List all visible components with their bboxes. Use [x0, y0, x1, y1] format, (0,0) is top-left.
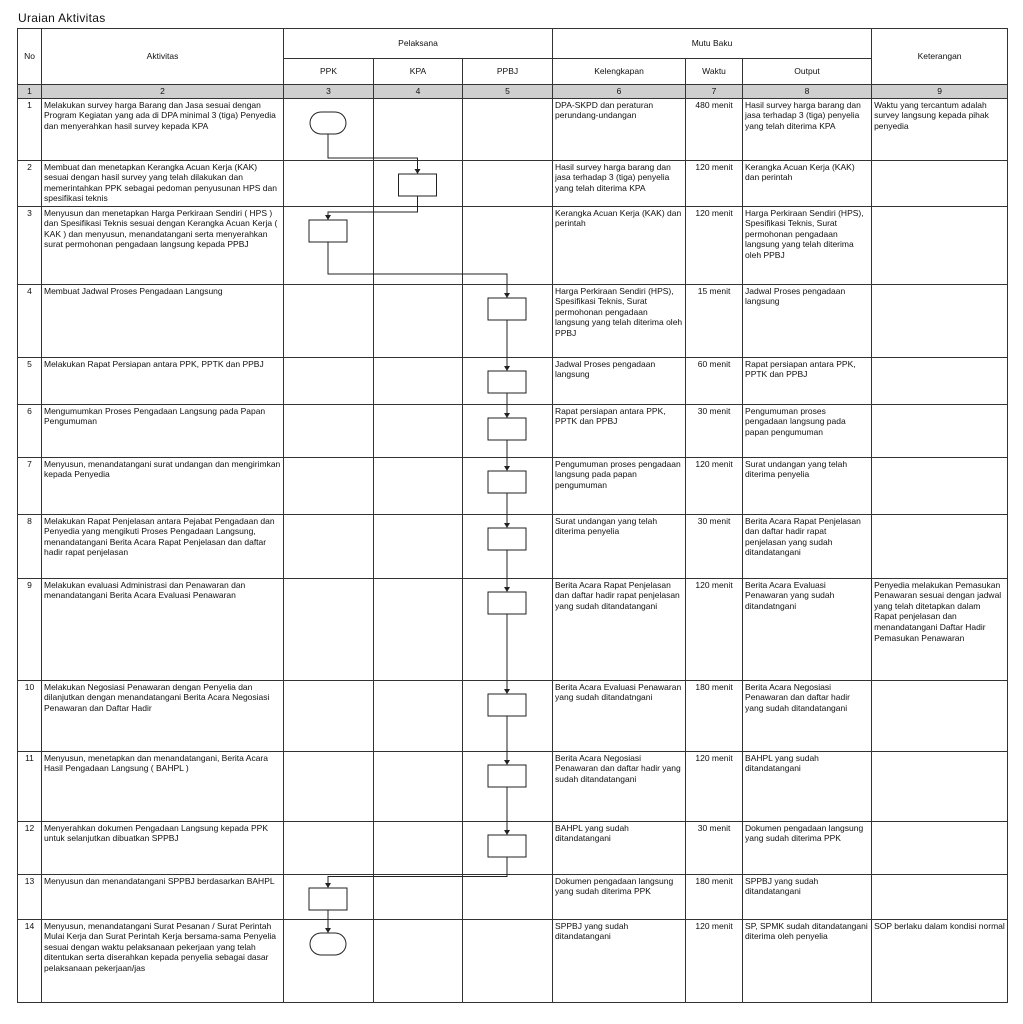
table-row: [18, 578, 1008, 680]
lane-ppk: [284, 284, 374, 357]
row-number: 1: [18, 98, 42, 160]
lane-ppk: [284, 457, 374, 514]
table-row: [18, 457, 1008, 514]
waktu-cell: 60 menit: [686, 357, 743, 404]
output-cell: BAHPL yang sudah ditandatangani: [743, 751, 872, 821]
header-mutu-baku: Mutu Baku: [553, 29, 872, 59]
lane-kpa: [374, 457, 463, 514]
row-number: 6: [18, 404, 42, 457]
row-number: 11: [18, 751, 42, 821]
sop-body: [18, 98, 1008, 1002]
lane-ppk: [284, 680, 374, 751]
output-cell: Berita Acara Negosiasi Penawaran dan daftar hadir yang sudah ditandatangani: [743, 680, 872, 751]
lane-kpa: [374, 874, 463, 919]
output-cell: Berita Acara Rapat Penjelasan dan daftar hadir rapat penjelasan yang sudah ditandatangani: [743, 514, 872, 578]
row-number: 3: [18, 206, 42, 284]
output-cell: Pengumuman proses pengadaan langsung pada papan pengumuman: [743, 404, 872, 457]
row-number: 14: [18, 919, 42, 1002]
lane-ppbj: [463, 874, 553, 919]
waktu-cell: 15 menit: [686, 284, 743, 357]
keterangan-cell: [872, 874, 1008, 919]
lane-kpa: [374, 919, 463, 1002]
lane-ppk: [284, 357, 374, 404]
lane-ppk: [284, 578, 374, 680]
table-row: [18, 206, 1008, 284]
kelengkapan-cell: Pengumuman proses pengadaan langsung pada papan pengumuman: [553, 457, 686, 514]
lane-kpa: [374, 98, 463, 160]
activity-cell: Membuat Jadwal Proses Pengadaan Langsung: [42, 284, 284, 357]
lane-ppbj: [463, 284, 553, 357]
header-row-top: [18, 29, 1008, 59]
table-row: [18, 404, 1008, 457]
column-number: 7: [686, 85, 743, 99]
table-row: [18, 680, 1008, 751]
output-cell: Hasil survey harga barang dan jasa terhadap 3 (tiga) penyelia yang telah diterima KPA: [743, 98, 872, 160]
row-number: 5: [18, 357, 42, 404]
column-number: 2: [42, 85, 284, 99]
keterangan-cell: Penyedia melakukan Pemasukan Penawaran sesuai dengan jadwal yang telah ditetapkan dalam Rapat penjelasan dan menandatangani Daftar Hadir Pemasukan Penawaran: [872, 578, 1008, 680]
keterangan-cell: [872, 457, 1008, 514]
kelengkapan-cell: Jadwal Proses pengadaan langsung: [553, 357, 686, 404]
lane-kpa: [374, 751, 463, 821]
column-number: 6: [553, 85, 686, 99]
lane-ppk: [284, 751, 374, 821]
header-ppbj: PPBJ: [463, 59, 553, 85]
output-cell: Jadwal Proses pengadaan langsung: [743, 284, 872, 357]
keterangan-cell: [872, 514, 1008, 578]
column-number: 9: [872, 85, 1008, 99]
header-kelengkapan: Kelengkapan: [553, 59, 686, 85]
table-row: [18, 514, 1008, 578]
lane-ppbj: [463, 578, 553, 680]
activity-cell: Menyusun, menandatangani surat undangan dan mengirimkan kepada Penyedia: [42, 457, 284, 514]
waktu-cell: 120 menit: [686, 578, 743, 680]
kelengkapan-cell: Surat undangan yang telah diterima penyelia: [553, 514, 686, 578]
row-number: 13: [18, 874, 42, 919]
kelengkapan-cell: Kerangka Acuan Kerja (KAK) dan perintah: [553, 206, 686, 284]
lane-ppbj: [463, 514, 553, 578]
output-cell: Rapat persiapan antara PPK, PPTK dan PPBJ: [743, 357, 872, 404]
kelengkapan-cell: Harga Perkiraan Sendiri (HPS), Spesifikasi Teknis, Surat permohonan pengadaan langsung yang telah diterima oleh PPBJ: [553, 284, 686, 357]
table-row: [18, 821, 1008, 874]
kelengkapan-cell: Berita Acara Evaluasi Penawaran yang sudah ditandatngani: [553, 680, 686, 751]
kelengkapan-cell: SPPBJ yang sudah ditandatangani: [553, 919, 686, 1002]
lane-kpa: [374, 404, 463, 457]
lane-ppbj: [463, 357, 553, 404]
lane-ppbj: [463, 404, 553, 457]
column-number: 1: [18, 85, 42, 99]
header-no: No: [18, 29, 42, 85]
header-waktu: Waktu: [686, 59, 743, 85]
output-cell: Berita Acara Evaluasi Penawaran yang sudah ditandatngani: [743, 578, 872, 680]
header-output: Output: [743, 59, 872, 85]
activity-cell: Menyerahkan dokumen Pengadaan Langsung kepada PPK untuk selanjutkan dibuatkan SPPBJ: [42, 821, 284, 874]
kelengkapan-cell: BAHPL yang sudah ditandatangani: [553, 821, 686, 874]
activity-cell: Membuat dan menetapkan Kerangka Acuan Kerja (KAK) sesuai dengan hasil survey yang telah dilakukan dan memerintahkan PPK sebagai pedoman penyusunan HPS dan spesifikasi teknis: [42, 160, 284, 206]
activity-cell: Melakukan Negosiasi Penawaran dengan Penyelia dan dilanjutkan dengan menandatangani Berita Acara Negosiasi Penawaran dan Daftar Hadir: [42, 680, 284, 751]
lane-kpa: [374, 578, 463, 680]
keterangan-cell: Waktu yang tercantum adalah survey langsung kepada pihak penyedia: [872, 98, 1008, 160]
keterangan-cell: [872, 680, 1008, 751]
output-cell: Dokumen pengadaan langsung yang sudah diterima PPK: [743, 821, 872, 874]
waktu-cell: 480 menit: [686, 98, 743, 160]
row-number: 12: [18, 821, 42, 874]
lane-ppbj: [463, 206, 553, 284]
row-number: 8: [18, 514, 42, 578]
lane-ppk: [284, 514, 374, 578]
lane-kpa: [374, 357, 463, 404]
waktu-cell: 120 menit: [686, 160, 743, 206]
keterangan-cell: [872, 160, 1008, 206]
lane-kpa: [374, 206, 463, 284]
header-ppk: PPK: [284, 59, 374, 85]
table-row: [18, 357, 1008, 404]
output-cell: SP, SPMK sudah ditandatangani diterima oleh penyelia: [743, 919, 872, 1002]
activity-cell: Menyusun, menetapkan dan menandatangani, Berita Acara Hasil Pengadaan Langsung ( BAHPL ): [42, 751, 284, 821]
kelengkapan-cell: Rapat persiapan antara PPK, PPTK dan PPBJ: [553, 404, 686, 457]
lane-ppk: [284, 404, 374, 457]
lane-kpa: [374, 514, 463, 578]
row-number: 10: [18, 680, 42, 751]
waktu-cell: 180 menit: [686, 680, 743, 751]
keterangan-cell: [872, 357, 1008, 404]
column-number: 3: [284, 85, 374, 99]
keterangan-cell: [872, 206, 1008, 284]
lane-kpa: [374, 821, 463, 874]
lane-ppbj: [463, 680, 553, 751]
column-number: 8: [743, 85, 872, 99]
lane-ppbj: [463, 457, 553, 514]
lane-ppbj: [463, 160, 553, 206]
lane-ppbj: [463, 98, 553, 160]
waktu-cell: 180 menit: [686, 874, 743, 919]
sop-table: [17, 28, 1008, 1003]
lane-ppk: [284, 821, 374, 874]
lane-ppbj: [463, 751, 553, 821]
keterangan-cell: [872, 821, 1008, 874]
table-row: [18, 160, 1008, 206]
activity-cell: Melakukan Rapat Persiapan antara PPK, PPTK dan PPBJ: [42, 357, 284, 404]
output-cell: Surat undangan yang telah diterima penyelia: [743, 457, 872, 514]
keterangan-cell: SOP berlaku dalam kondisi normal: [872, 919, 1008, 1002]
header-aktivitas: Aktivitas: [42, 29, 284, 85]
lane-ppk: [284, 98, 374, 160]
keterangan-cell: [872, 284, 1008, 357]
keterangan-cell: [872, 751, 1008, 821]
waktu-cell: 30 menit: [686, 404, 743, 457]
waktu-cell: 30 menit: [686, 821, 743, 874]
kelengkapan-cell: Dokumen pengadaan langsung yang sudah diterima PPK: [553, 874, 686, 919]
kelengkapan-cell: Berita Acara Rapat Penjelasan dan daftar hadir rapat penjelasan yang sudah ditandatangani: [553, 578, 686, 680]
table-row: [18, 919, 1008, 1002]
activity-cell: Menyusun dan menetapkan Harga Perkiraan Sendiri ( HPS ) dan Spesifikasi Teknis sesuai dengan Kerangka Acuan Kerja ( KAK ) dan menyusun, menandatangani serta menyerahkan surat permohonan pengadaan langsung kepada PPBJ: [42, 206, 284, 284]
row-number: 4: [18, 284, 42, 357]
table-row: [18, 284, 1008, 357]
lane-kpa: [374, 284, 463, 357]
waktu-cell: 30 menit: [686, 514, 743, 578]
lane-ppk: [284, 160, 374, 206]
table-row: [18, 874, 1008, 919]
row-number: 7: [18, 457, 42, 514]
header-keterangan: Keterangan: [872, 29, 1008, 85]
lane-ppk: [284, 874, 374, 919]
activity-cell: Menyusun, menandatangani Surat Pesanan / Surat Perintah Mulai Kerja dan Surat Perintah Kerja bersama-sama Penyelia sesuai dengan waktu pelaksanaan pekerjaan yang telah ditentukan serta diserahkan kepada penyelia sebagai dasar pelaksanaan pekerjaan/jas: [42, 919, 284, 1002]
kelengkapan-cell: Hasil survey harga barang dan jasa terhadap 3 (tiga) penyelia yang telah diterima KPA: [553, 160, 686, 206]
waktu-cell: 120 menit: [686, 919, 743, 1002]
table-row: [18, 751, 1008, 821]
header-pelaksana: Pelaksana: [284, 29, 553, 59]
kelengkapan-cell: Berita Acara Negosiasi Penawaran dan daftar hadir yang sudah ditandatangani: [553, 751, 686, 821]
waktu-cell: 120 menit: [686, 457, 743, 514]
activity-cell: Menyusun dan menandatangani SPPBJ berdasarkan BAHPL: [42, 874, 284, 919]
table-row: [18, 98, 1008, 160]
row-number: 9: [18, 578, 42, 680]
page-title: Uraian Aktivitas: [18, 11, 106, 25]
lane-ppk: [284, 919, 374, 1002]
output-cell: Kerangka Acuan Kerja (KAK) dan perintah: [743, 160, 872, 206]
activity-cell: Melakukan evaluasi Administrasi dan Penawaran dan menandatangani Berita Acara Evaluasi Penawaran: [42, 578, 284, 680]
kelengkapan-cell: DPA-SKPD dan peraturan perundang-undangan: [553, 98, 686, 160]
waktu-cell: 120 menit: [686, 751, 743, 821]
lane-ppbj: [463, 821, 553, 874]
activity-cell: Mengumumkan Proses Pengadaan Langsung pada Papan Pengumuman: [42, 404, 284, 457]
lane-kpa: [374, 680, 463, 751]
column-number: 4: [374, 85, 463, 99]
header-kpa: KPA: [374, 59, 463, 85]
activity-cell: Melakukan survey harga Barang dan Jasa sesuai dengan Program Kegiatan yang ada di DPA minimal 3 (tiga) Penyedia dan menyerahkan hasil survey kepada KPA: [42, 98, 284, 160]
row-number: 2: [18, 160, 42, 206]
output-cell: Harga Perkiraan Sendiri (HPS), Spesifikasi Teknis, Surat permohonan pengadaan langsung yang telah diterima oleh PPBJ: [743, 206, 872, 284]
column-number: 5: [463, 85, 553, 99]
keterangan-cell: [872, 404, 1008, 457]
lane-ppk: [284, 206, 374, 284]
lane-ppbj: [463, 919, 553, 1002]
column-number-row: [18, 85, 1008, 99]
output-cell: SPPBJ yang sudah ditandatangani: [743, 874, 872, 919]
waktu-cell: 120 menit: [686, 206, 743, 284]
lane-kpa: [374, 160, 463, 206]
activity-cell: Melakukan Rapat Penjelasan antara Pejabat Pengadaan dan Penyedia yang mengikuti Proses Pengadaan Langsung, menandatangani Berita Acara Rapat Penjelasan dan daftar hadir rapat penjelasan: [42, 514, 284, 578]
